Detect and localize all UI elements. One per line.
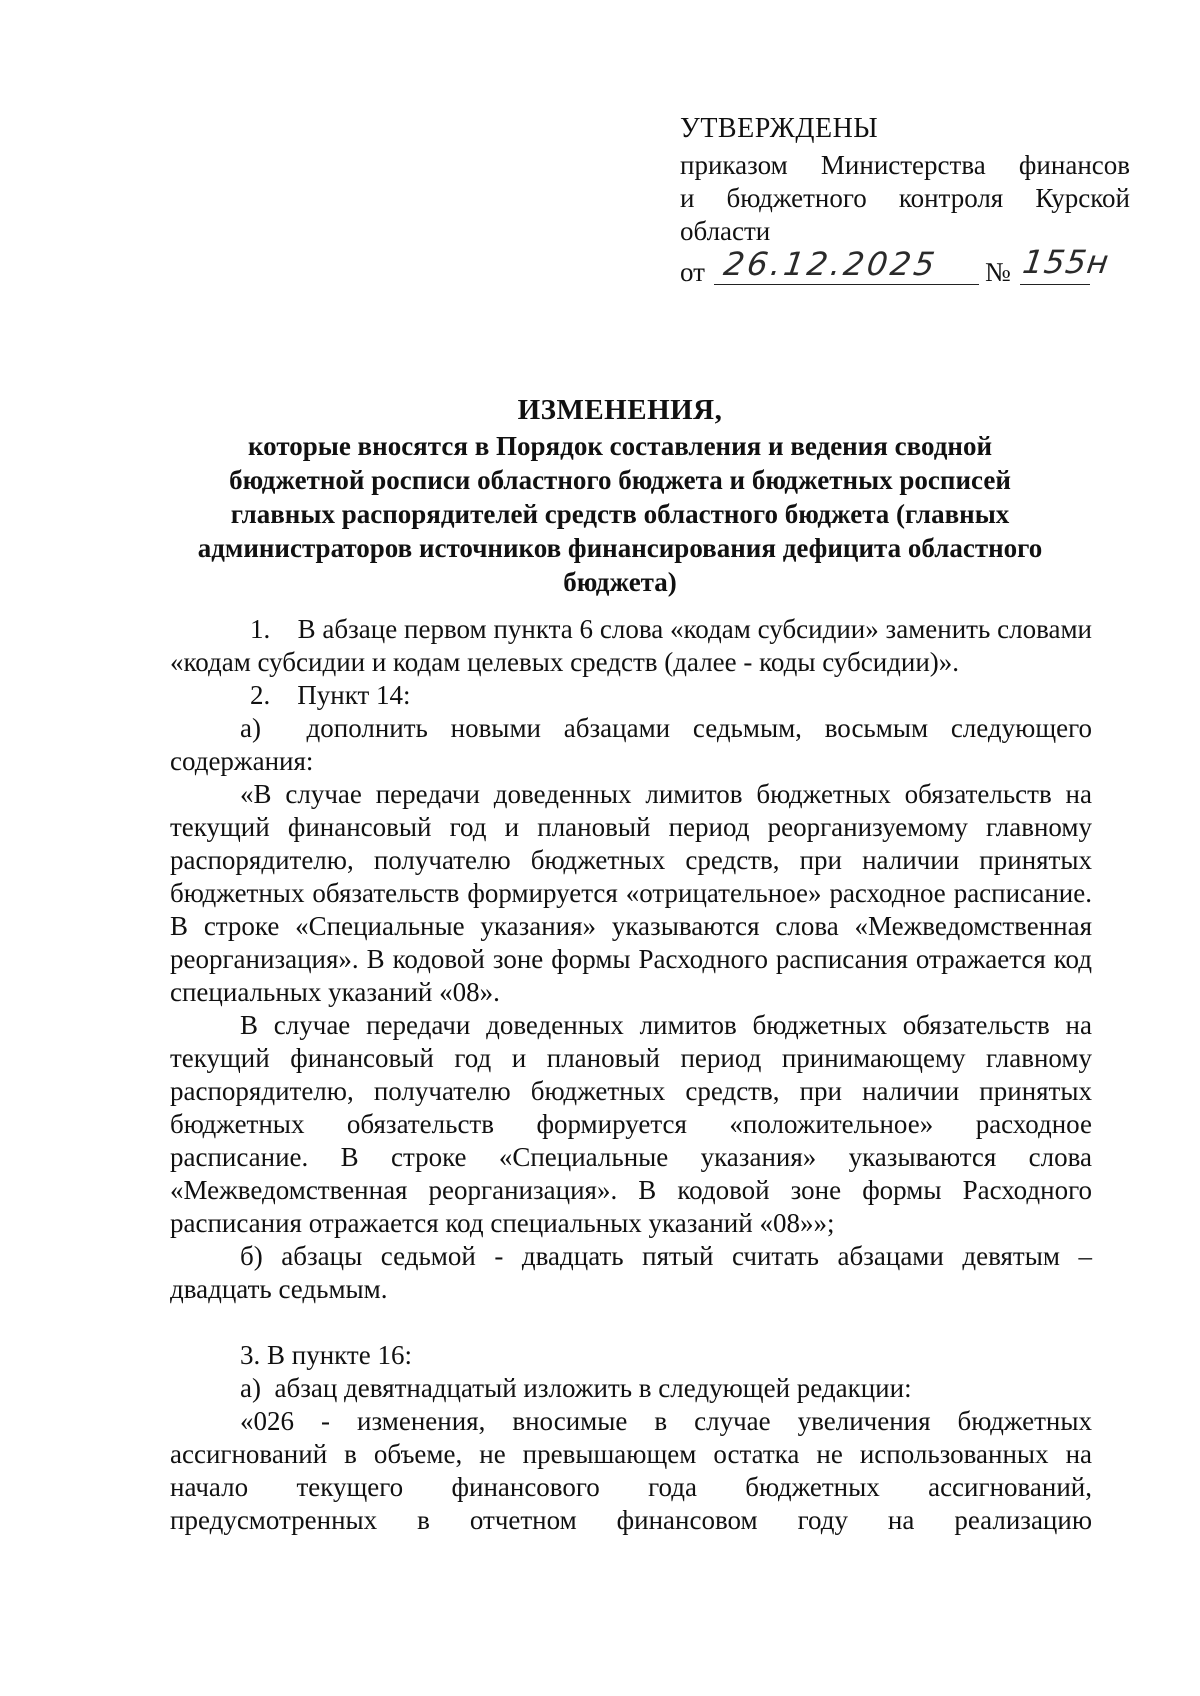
title-line-3: главных распорядителей средств областного бюджета (главных (230, 499, 1010, 529)
handwritten-date: 26.12.2025 (721, 245, 940, 283)
approval-line-2: и бюджетного контроля Курской (680, 183, 1130, 213)
title-line-4: администраторов источников финансирования дефицита областного (197, 533, 1043, 563)
paragraph-item-3-subitem-a: а) абзац девятнадцатый изложить в следующей редакции: (240, 1373, 912, 1403)
number-underline (1020, 284, 1090, 285)
paragraph-item-3: 3. В пункте 16: (240, 1340, 412, 1370)
title-main: ИЗМЕНЕНИЯ, (517, 394, 723, 426)
paragraph-item-1: 1. В абзаце первом пункта 6 слова «кодам субсидии» заменить словами «кодам субсидии и кодам целевых средств (далее - коды субсидии)». (170, 614, 1092, 677)
handwritten-number: 155н (1020, 243, 1112, 281)
date-label: от (680, 257, 705, 287)
paragraph-new-text-2: В случае передачи доведенных лимитов бюджетных обязательств на текущий финансовый год и плановый период принимающему главному распорядителю, получателю бюджетных средств, при наличии принятых бюджетных обязательств формируется «положительное» расходное расписание. В строке «Специальные указания» указываются слова «Межведомственная реорганизация». В кодовой зоне формы Расходного расписания отражается код специальных указаний «08»»; (170, 1010, 1092, 1238)
paragraph-new-text-1: «В случае передачи доведенных лимитов бюджетных обязательств на текущий финансовый год и плановый период реорганизуемому главному распорядителю, получателю бюджетных средств, при наличии принятых бюджетных обязательств формируется «отрицательное» расходное расписание. В строке «Специальные указания» указываются слова «Межведомственная реорганизация». В кодовой зоне формы Расходного расписания отражается код специальных указаний «08». (170, 779, 1092, 1007)
date-underline (714, 284, 979, 285)
approval-stamp (680, 112, 1130, 290)
approval-line-1: приказом Министерства финансов (680, 150, 1130, 180)
paragraph-item-3-text: «026 - изменения, вносимые в случае увеличения бюджетных ассигнований в объеме, не превышающем остатка не использованных на начало текущего финансового года бюджетных ассигнований, предусмотренных в отчетном финансовом году на реализацию (170, 1406, 1092, 1535)
title-line-5: бюджета) (563, 567, 677, 597)
paragraph-subitem-b: б) абзацы седьмой - двадцать пятый считать абзацами девятым – двадцать седьмым. (170, 1241, 1092, 1304)
order-date-number (680, 243, 1130, 290)
title-line-1: которые вносятся в Порядок составления и ведения сводной (247, 431, 993, 461)
document-title (140, 393, 1100, 599)
approval-line-3: области (680, 216, 771, 246)
document-body (170, 613, 1092, 1537)
spacer (170, 1306, 1092, 1339)
number-label: № (985, 257, 1011, 287)
paragraph-subitem-a: а) дополнить новыми абзацами седьмым, восьмым следующего содержания: (170, 713, 1092, 776)
approval-heading: УТВЕРЖДЕНЫ (680, 113, 879, 144)
paragraph-item-2: 2. Пункт 14: (250, 680, 411, 710)
title-line-2: бюджетной росписи областного бюджета и бюджетных росписей (229, 465, 1011, 495)
